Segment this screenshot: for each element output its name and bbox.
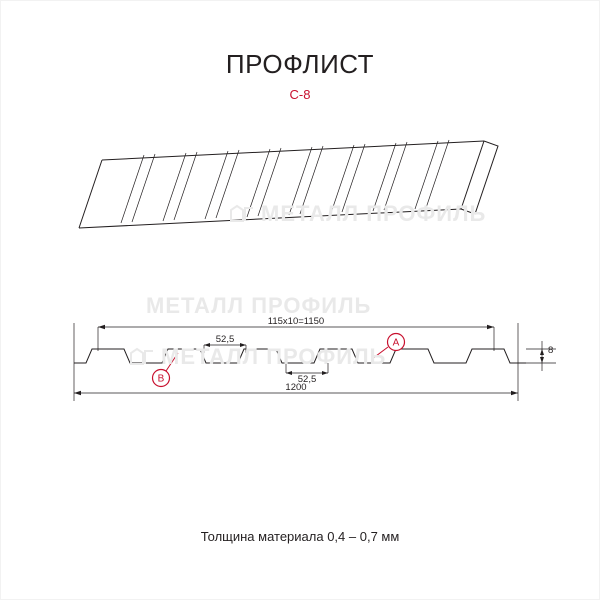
watermark-label: МЕТАЛЛ ПРОФИЛЬ <box>261 201 487 226</box>
callout-b-label: B <box>157 373 165 385</box>
watermark-label: МЕТАЛЛ ПРОФИЛЬ <box>161 344 387 369</box>
isometric-profile-illustration <box>61 121 541 251</box>
page-title: ПРОФЛИСТ <box>225 49 375 79</box>
dimension-rib-top: 52,5 <box>215 334 235 345</box>
material-thickness-note: Толщина материала 0,4 – 0,7 мм <box>200 529 400 544</box>
dimension-overall-width: 1200 <box>285 382 307 393</box>
watermark-label: МЕТАЛЛ ПРОФИЛЬ <box>146 293 372 318</box>
callout-b <box>153 353 179 387</box>
dimension-pitch-total: 115х10=1150 <box>267 316 325 327</box>
callout-a <box>372 334 405 360</box>
cross-section-drawing <box>56 301 556 421</box>
dimension-height: 8 <box>548 345 554 356</box>
callout-a-label: A <box>392 337 400 349</box>
product-code: С-8 <box>289 87 311 102</box>
dimension-rib-bottom: 52,5 <box>297 374 317 385</box>
